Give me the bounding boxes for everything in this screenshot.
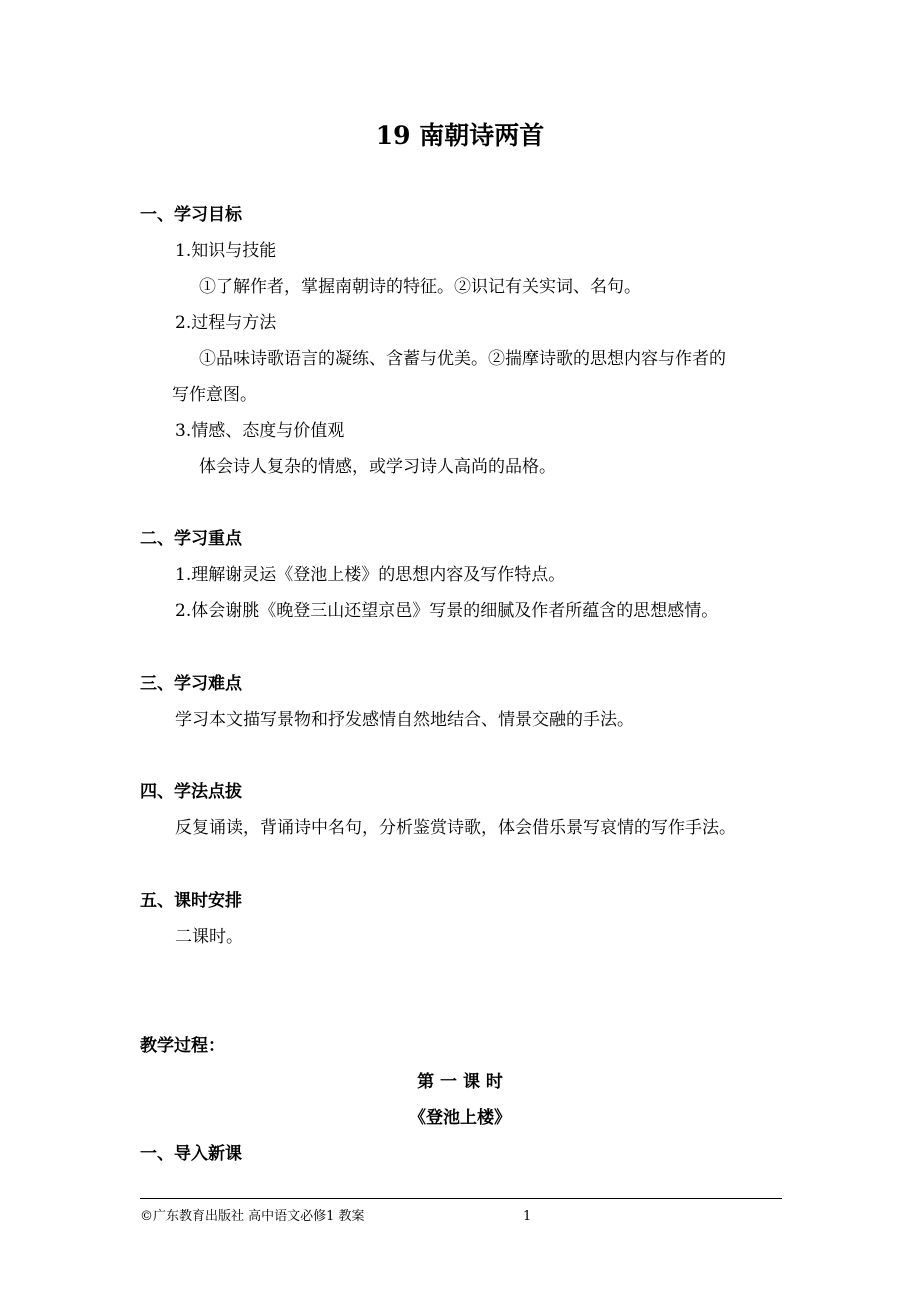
footer-publisher: ©广东教育出版社 高中语文必修1 教案 — [140, 1209, 365, 1224]
lesson-label: 第 一 课 时 — [417, 1072, 503, 1092]
goals-sub-knowledge: 1.知识与技能 — [175, 241, 277, 261]
goals-sub-process: 2.过程与方法 — [175, 313, 277, 333]
section-heading-schedule: 五、课时安排 — [140, 891, 242, 911]
section-heading-difficulties: 三、学习难点 — [140, 674, 242, 694]
methods-text: 反复诵读，背诵诗中名句，分析鉴赏诗歌，体会借乐景写哀情的写作手法。 — [175, 818, 736, 838]
footer-page-number: 1 — [523, 1209, 532, 1224]
page-title: 19 南朝诗两首 — [375, 121, 545, 150]
difficulties-text: 学习本文描写景物和抒发感情自然地结合、情景交融的手法。 — [175, 710, 634, 730]
schedule-text: 二课时。 — [175, 927, 243, 947]
poem-title: 《登池上楼》 — [409, 1108, 511, 1128]
key-point-item: 2.体会谢朓《晚登三山还望京邑》写景的细腻及作者所蕴含的思想感情。 — [175, 601, 719, 621]
goals-sub-process-text-2: 写作意图。 — [172, 385, 257, 405]
key-point-item: 1.理解谢灵运《登池上楼》的思想内容及写作特点。 — [175, 565, 566, 585]
section-heading-key-points: 二、学习重点 — [140, 529, 242, 549]
section-heading-methods: 四、学法点拔 — [140, 782, 242, 802]
goals-sub-process-text-1: ①品味诗歌语言的凝练、含蓄与优美。②揣摩诗歌的思想内容与作者的 — [199, 349, 726, 369]
goals-sub-knowledge-text: ①了解作者，掌握南朝诗的特征。②识记有关实词、名句。 — [199, 277, 641, 297]
intro-heading: 一、导入新课 — [140, 1144, 242, 1164]
footer-divider — [140, 1198, 782, 1199]
teaching-process-heading: 教学过程： — [140, 1036, 225, 1056]
goals-sub-emotion-text: 体会诗人复杂的情感，或学习诗人高尚的品格。 — [199, 457, 556, 477]
goals-sub-emotion: 3.情感、态度与价值观 — [175, 421, 345, 441]
section-heading-goals: 一、学习目标 — [140, 205, 242, 225]
